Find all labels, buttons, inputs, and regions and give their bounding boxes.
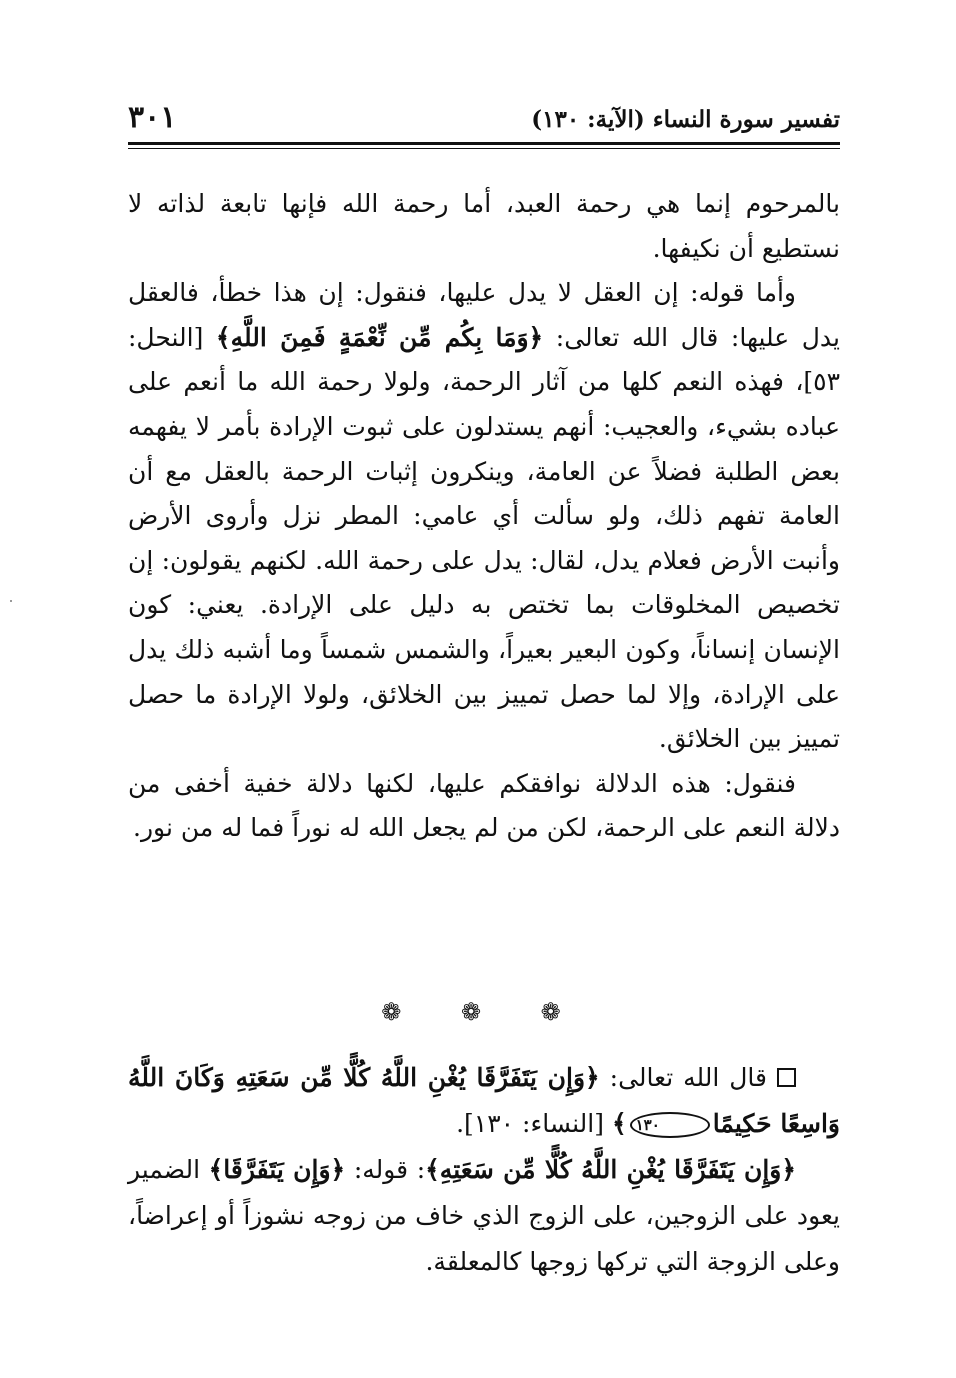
square-bullet-icon — [777, 1068, 796, 1087]
verse-reference: [النساء: ١٣٠]. — [456, 1109, 604, 1138]
commentary-quote-1: ﴿وَإِن يَتَفَرَّقَا يُغْنِ اللَّهُ كُلًّا مِّن سَعَتِهِ﴾ — [425, 1155, 796, 1184]
commentary-quote-2: ﴿وَإِن يَتَفَرَّقَا﴾ — [208, 1155, 346, 1184]
section-separator: ❁ ❁ ❁ — [381, 998, 587, 1026]
paragraph-3: فنقول: هذه الدلالة نوافقكم عليها، لكنها دلالة خفية أخفى من دلالة النعم على الرحمة، لكن من لم يجعل الله له نوراً فما له من نور. — [128, 768, 840, 843]
commentary-text: الضمير يعود على الزوجين، على الزوج الذي خاف من زوجه نشوزاً أو إعراضاً، وعلى الزوجة التي تركها زوجها كالمعلقة. — [128, 1155, 840, 1276]
verse-text: ﴿وَإِن يَتَفَرَّقَا يُغْنِ اللَّهُ كُلًّا مِّن سَعَتِهِ وَكَانَ اللَّهُ وَاسِعًا حَكِيمًا — [128, 1063, 840, 1138]
quran-quote-nahl: ﴿وَمَا بِكُم مِّن نِّعْمَةٍ فَمِنَ اللَّهِ﴾ — [215, 322, 544, 352]
page-header — [128, 98, 840, 138]
ayah-number-marker: ١٣٠ — [630, 1112, 710, 1138]
page-number: ٣٠١ — [128, 100, 177, 135]
verse-section — [128, 1055, 840, 1285]
paragraph-2-intro: وأما قوله: إن العقل لا يدل عليها، فنقول: إن هذا خطأ، فالعقل يدل عليها: قال الله تعالى: — [128, 278, 841, 352]
header-title: تفسير سورة النساء (الآية: ١٣٠) — [531, 106, 840, 133]
commentary-label: : قوله: — [353, 1155, 426, 1184]
verse-paragraph — [128, 1055, 840, 1147]
paragraph-2-body: [النحل: ٥٣]، فهذه النعم كلها من آثار الرحمة، ولولا رحمة الله ما أنعم على عباده بشيء، والعجيب: أنهم يستدلون على ثبوت الإرادة بأمر لا يفهمه بعض الطلبة فضلاً عن العامة، وينكرون إثبات الرحمة بالعقل مع أن العامة تفهم ذلك، ولو سألت أي عامي: المطر نزل وأروى الأرض وأنبت الأرض فعلام يدل، لقال: يدل على رحمة الله. لكنهم يقولون: إن تخصيص المخلوقات بما تختص به دليل على الإرادة. يعني: كون الإنسان إنساناً، وكون البعير بعيراً، والشمس شمساً وما أشبه ذلك يدل على الإرادة، وإلا لما حصل تمييز بين الخلائق، ولولا الإرادة ما حصل تمييز بين الخلائق. — [128, 322, 840, 754]
paragraph-1: بالمرحوم إنما هي رحمة العبد، أما رحمة الله فإنها تابعة لذاته لا نستطيع أن نكيفها. — [128, 189, 840, 263]
paragraph-2 — [128, 271, 840, 762]
scan-mark — [10, 600, 12, 602]
header-rule-thick — [128, 142, 840, 145]
verse-intro: قال الله تعالى: — [609, 1063, 767, 1092]
header-rule-thin — [128, 148, 840, 149]
main-text — [128, 182, 840, 851]
commentary-paragraph — [128, 1147, 840, 1285]
verse-close: ﴾ — [611, 1109, 627, 1138]
